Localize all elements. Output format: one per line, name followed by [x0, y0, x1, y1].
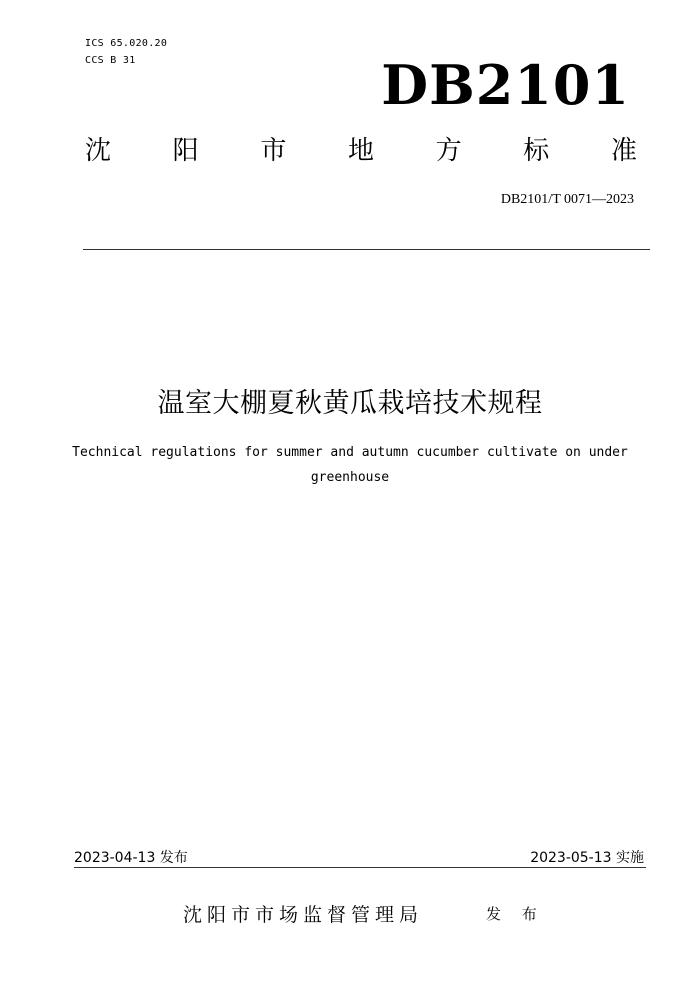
publish-label: 发 布 [486, 905, 545, 923]
standard-type-char: 地 [347, 136, 374, 166]
ccs-code: CCS B 31 [85, 55, 136, 66]
standard-number: DB2101/T 0071—2023 [500, 192, 634, 207]
english-title-line: Technical regulations for summer and autumn cucumber cultivate on under [72, 445, 628, 460]
standard-type-heading [85, 138, 637, 164]
standard-type-char: 准 [610, 136, 637, 166]
english-title-line: greenhouse [310, 470, 390, 485]
ics-code: ICS 65.020.20 [85, 38, 168, 49]
document-title-chinese: 温室大棚夏秋黄瓜栽培技术规程 [157, 388, 543, 419]
issuing-authority: 沈阳市市场监督管理局 [183, 904, 424, 926]
implementation-date: 2023-05-13 实施 [530, 850, 644, 866]
issue-date: 2023-04-13 发布 [74, 850, 188, 866]
document-title-english [50, 440, 650, 490]
standard-type-char: 阳 [172, 136, 199, 166]
db-code-heading: DB2101 [381, 53, 630, 117]
standard-type-char: 市 [260, 136, 287, 166]
standard-type-char: 沈 [85, 136, 112, 166]
standard-type-char: 标 [523, 136, 550, 166]
header-divider [83, 249, 650, 250]
standard-type-char: 方 [435, 136, 462, 166]
footer-divider [74, 867, 646, 868]
